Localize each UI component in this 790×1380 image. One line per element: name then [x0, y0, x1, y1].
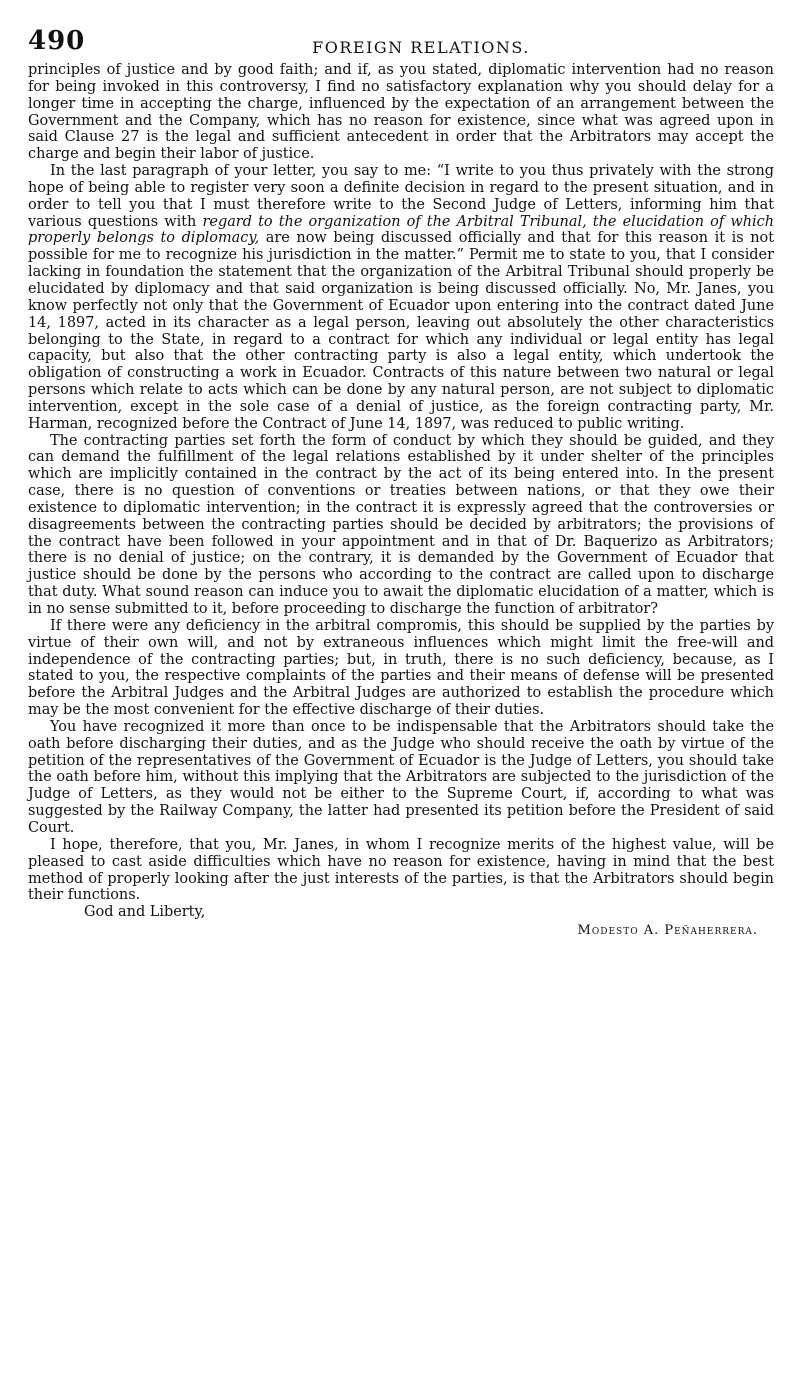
letter-body [28, 62, 774, 904]
paragraph-2-text-before: In the last paragraph of your letter, you say to me: “I write to you thus privately with the strong hope of being able to register very soon a definite decision in regard to the present situation, and in order to tell you that I must therefore write to the Second Judge of Letters, informing him that various questions with [28, 163, 774, 230]
paragraph-5: You have recognized it more than once to be indispensable that the Arbitrators should take the oath before discharging their duties, and as the Judge who should receive the oath by virtue of the petition of the representatives of the Government of Ecuador is the Judge of Letters, you should take the oath before him, without this implying that the Arbitrators are subjected to the jurisdiction of the Judge of Letters, as they would not be either to the Supreme Court, if, according to what was suggested by the Railway Company, the latter had presented its petition before the President of said Court. [28, 718, 774, 836]
page-number: 490 [28, 26, 86, 56]
paragraph-2-emphasis: regard to the organization of the Arbitral Tribunal, the elucidation of which properly belongs to diplomacy, [28, 213, 774, 247]
paragraph-4: If there were any deficiency in the arbitral compromis, this should be supplied by the parties by virtue of their own will, and not by extraneous influences which might limit the free-will and independence of the contracting parties; but, in truth, there is no such deficiency, because, as I stated to you, the respective complaints of the parties and their means of defense will be presented before the Arbitral Judges and the Arbitral Judges are authorized to establish the procedure which may be the most convenient for the effective discharge of their duties. [28, 617, 774, 719]
paragraph-6: I hope, therefore, that you, Mr. Janes, in whom I recognize merits of the highest value, will be pleased to cast aside difficulties which have no reason for existence, having in mind that the best method of properly looking after the just interests of the parties, is that the Arbitrators should begin their functions. [28, 836, 774, 904]
paragraph-2-text-after: are now being discussed officially and that for this reason it is not possible for me to recognize his jurisdiction in the matter.” Permit me to state to you, that I consider lacking in foundation the statement that the organization of the Arbitral Tribunal should properly be elucidated by diplomacy and that said organization is being discussed officially. No, Mr. Janes, you know perfectly not only that the Government of Ecuador upon entering into the contract dated June 14, 1897, acted in its character as a legal person, leaving out absolutely the other characteristics belonging to the State, in regard to a contract for which any individual or legal entity has legal capacity, but also that the other contracting party is also a legal entity, which undertook the obligation of constructing a work in Ecuador. Contracts of this nature between two natural or legal persons which relate to acts which can be done by any natural person, are not subject to diplomatic intervention, except in the sole case of a denial of justice, as the foreign contracting party, Mr. Harman, recognized before the Contract of June 14, 1897, was reduced to public writing. [28, 230, 774, 432]
paragraph-1: principles of justice and by good faith; and if, as you stated, diplomatic intervention had no reason for being invoked in this controversy, I find no satisfactory explanation why you should delay for a longer time in accepting the charge, influenced by the expectation of an arrangement between the Government and the Company, which has no reason for existence, since what was agreed upon in said Clause 27 is the legal and sufficient antecedent in order that the Arbitrators may accept the charge and begin their labor of justice. [28, 62, 774, 163]
closing-salutation: God and Liberty, [84, 904, 206, 921]
running-head: FOREIGN RELATIONS. [312, 38, 530, 57]
paragraph-3: The contracting parties set forth the form of conduct by which they should be guided, and they can demand the fulfillment of the legal relations established by it under shelter of the principles which are implicitly contained in the contract by the act of its being entered into. In the present case, there is no question of conventions or treaties between nations, or that they owe their existence to diplomatic intervention; in the contract it is expressly agreed that the controversies or disagreements between the contracting parties should be decided by arbitrators; the provisions of the contract have been followed in your appointment and in that of Dr. Baquerizo as Arbitrators; there is no denial of justice; on the contrary, it is demanded by the Government of Ecuador that justice should be done by the persons who according to the contract are called upon to discharge that duty. What sound reason can induce you to await the diplomatic elucidation of a matter, which is in no sense submitted to it, before proceeding to discharge the function of arbitrator? [28, 432, 774, 617]
signature: Modesto A. Peñaherrera. [577, 923, 758, 939]
page-header [28, 26, 774, 62]
paragraph-2 [28, 163, 774, 433]
